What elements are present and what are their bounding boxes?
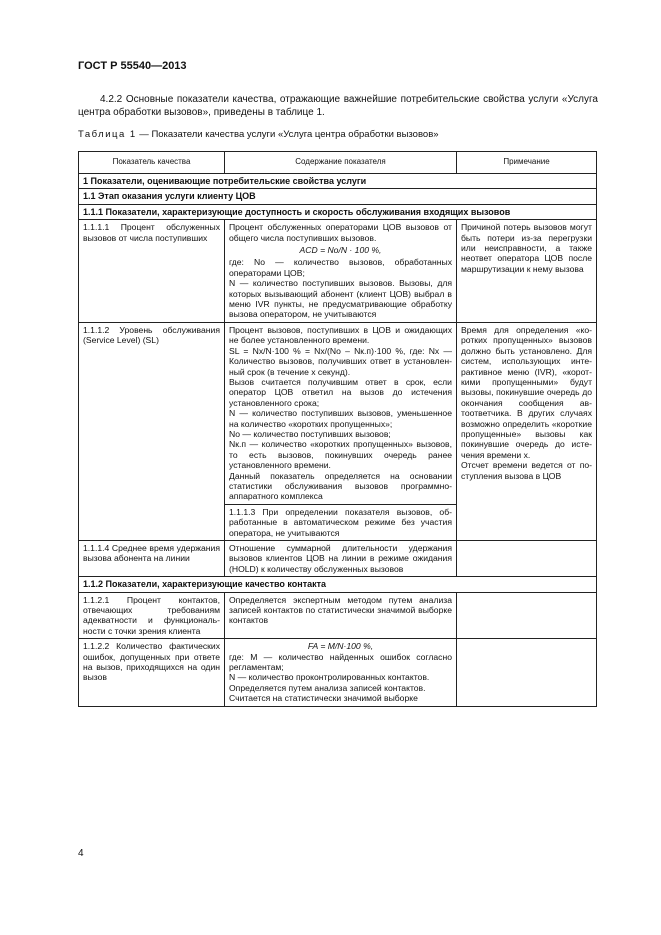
section-1-1-2-title: 1.1.2 Показатели, характеризующие качество контакта xyxy=(79,577,597,592)
note-cell xyxy=(457,322,597,540)
table-row xyxy=(79,592,597,639)
indicator-cell: 1.1.1.4 Среднее время удержания вызова абонента на линии xyxy=(79,541,225,577)
table-row xyxy=(79,220,597,323)
content-cell xyxy=(225,322,457,504)
section-row xyxy=(79,174,597,189)
section-1-title: 1 Показатели, оценивающие потребительские свойства услуги xyxy=(79,174,597,189)
content-text: N — количество поступивших вызовов. Вызовы, для которых вызывающий абонент (клиент ЦОВ) выбрал в меню IVR пункты, не предусматривающие обработку вызова оператором, не учитываются xyxy=(229,278,452,320)
indicator-cell: 1.1.1.1 Процент обслуженных вызовов от числа поступивших xyxy=(79,220,225,323)
note-cell xyxy=(457,639,597,706)
table-row xyxy=(79,639,597,706)
content-text: N — количество поступивших вызовов, уменьшенное на количество «коротких пропущенных»; xyxy=(229,408,452,429)
content-text: где: Nо — количество вызовов, обработанных операторами ЦОВ; xyxy=(229,257,452,278)
formula-fa: FA = M/N·100 %, xyxy=(307,641,374,652)
indicator-cell: 1.1.2.1 Процент контактов, отвечающих требованиям адекватности и функциональности с точки зрения клиента xyxy=(79,592,225,639)
content-text: Считается на статистически значимой выборке xyxy=(229,693,418,704)
content-cell: 1.1.1.3 При определении показателя вызовов, обработанные в автоматическом режиме без участия оператора, не учитываются xyxy=(225,504,457,540)
section-row xyxy=(79,577,597,592)
column-header-note: Примечание xyxy=(457,152,597,174)
content-cell xyxy=(225,639,457,706)
table-caption-title: — Показатели качества услуги «Услуга центра обработки вызовов» xyxy=(136,129,439,140)
section-1-1-title: 1.1 Этап оказания услуги клиенту ЦОВ xyxy=(79,189,597,204)
content-text: Nо — количество поступивших вызовов; xyxy=(229,428,391,439)
content-text: Определяется путем анализа записей контактов. xyxy=(229,682,426,693)
table-row xyxy=(79,322,597,504)
note-text: Время для определения «коротких пропущенных» вызовов должно быть установлено. Для систем, использующих интерактивное меню (IVR), «короткими пропущенными» будут вызовы, покинувшие очередь до окончания сообщения автоответчика. В других случаях возможно определить «короткие пропущенные» вызовы как покинувшие очередь до истечения времени x. xyxy=(461,324,592,460)
content-text: где: M — количество найденных ошибок согласно регламентам; xyxy=(229,651,452,673)
intro-paragraph: 4.2.2 Основные показатели качества, отражающие важнейшие потребительские свойства услуги «Услуга центра обработки вызовов», приведены в таблице 1. xyxy=(78,94,598,118)
note-cell xyxy=(457,592,597,639)
content-text: Процент обслуженных операторами ЦОВ вызовов от общего числа поступивших вызовов. xyxy=(229,222,452,243)
page-number: 4 xyxy=(78,848,84,859)
content-text: Данный показатель определяется на основании статистики обслуживания вызовов программно-аппаратного комплекса xyxy=(229,470,452,502)
note-text: Отсчет времени ведется от поступления вызова в ЦОВ xyxy=(461,460,592,481)
content-text: N — количество проконтролированных контактов. xyxy=(229,672,430,683)
document-code: ГОСТ Р 55540—2013 xyxy=(78,60,187,72)
section-row xyxy=(79,204,597,219)
section-1-1-1-title: 1.1.1 Показатели, характеризующие доступность и скорость обслуживания входящих вызовов xyxy=(79,204,597,219)
content-text: Процент вызовов, поступивших в ЦОВ и ожидающих не более установленного времени. xyxy=(229,324,452,346)
content-cell xyxy=(225,220,457,323)
note-cell xyxy=(457,541,597,577)
column-header-indicator: Показатель качества xyxy=(79,152,225,174)
content-text: Вызов считается получившим ответ в срок, если оператор ЦОВ ответил на вызов до истечения установленного срока; xyxy=(229,376,452,408)
table-header-row xyxy=(79,152,597,174)
content-cell: Отношение суммарной длительности удержания вызовов клиентов ЦОВ на линии в режиме ожидания (HOLD) к количеству обслуженных вызовов xyxy=(225,541,457,577)
column-header-content: Содержание показателя xyxy=(225,152,457,174)
section-row xyxy=(79,189,597,204)
formula-sl: SL = Nx/N·100 % = Nx/(No – Nк.п)·100 %, где: Nx — Количество вызовов, получивших ответ в установленный срок (в течение x секунд). xyxy=(229,345,452,377)
content-cell: Определяется экспертным методом путем анализа записей контактов по статистически значимой выборке контактов xyxy=(225,592,457,639)
table-row xyxy=(79,541,597,577)
table-caption-prefix: Таблица 1 xyxy=(78,129,137,140)
formula-acd: ACD = Nо/N · 100 %, xyxy=(299,245,382,256)
indicator-cell: 1.1.2.2 Количество фактических ошибок, допущенных при ответе на вызов, приходящихся на один вызов xyxy=(79,639,225,706)
table-caption xyxy=(78,129,439,140)
quality-indicators-table xyxy=(78,151,597,707)
note-cell: Причиной потерь вызовов могут быть потери из-за перегрузки или неисправности, а также неответ оператора ЦОВ после маршрутизации к нему вызова xyxy=(457,220,597,323)
content-text: Nк.п — количество «коротких пропущенных» вызовов, то есть вызовов, покинувших очередь ранее установленного времени. xyxy=(229,439,452,471)
indicator-cell: 1.1.1.2 Уровень обслуживания (Service Level) (SL) xyxy=(79,322,225,540)
